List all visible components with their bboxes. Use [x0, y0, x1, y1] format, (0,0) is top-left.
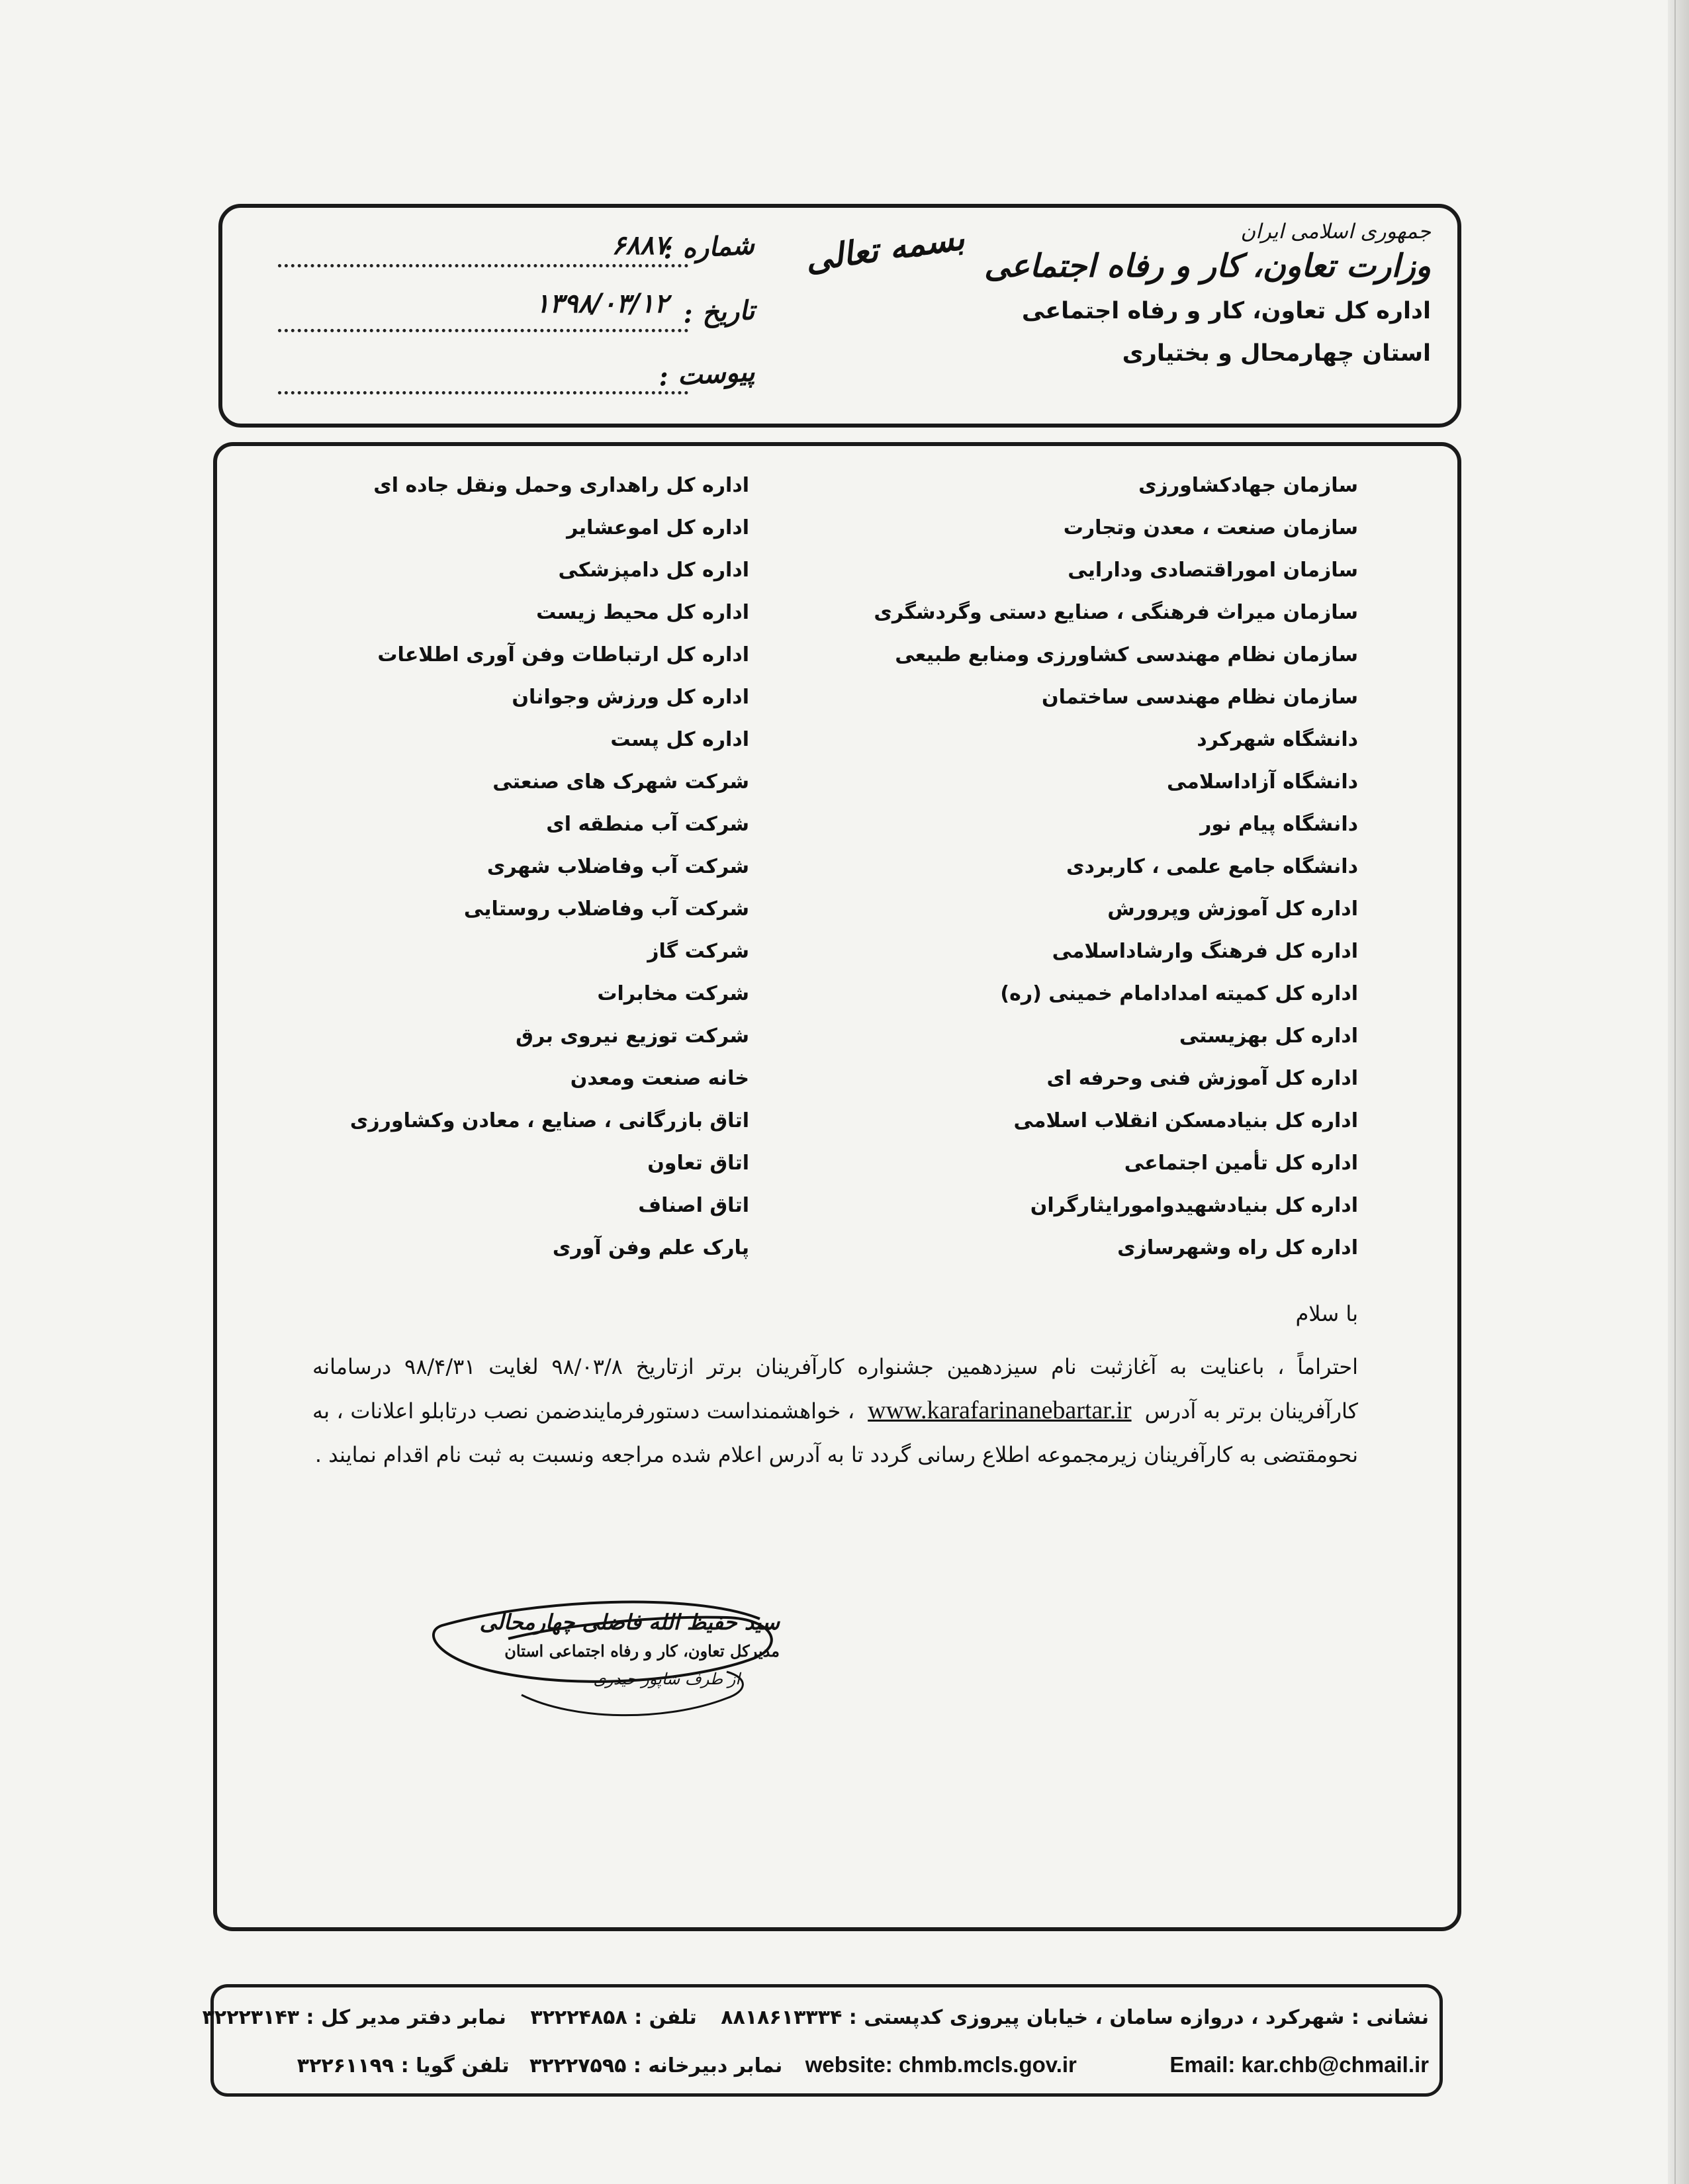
- recipient-item: اداره کل کمیته امدادامام خمینی (ره): [1000, 982, 1358, 1005]
- dotted-line: [278, 264, 688, 267]
- recipient-item: اداره کل پست: [610, 728, 749, 751]
- recipient-item: دانشگاه آزاداسلامی: [1166, 770, 1358, 794]
- recipient-item: خانه صنعت ومعدن: [570, 1067, 749, 1090]
- recipient-item: اتاق اصناف: [638, 1194, 749, 1217]
- recipient-item: اداره کل اموعشایر: [567, 516, 749, 539]
- recipient-item: اداره کل راهداری وحمل ونقل جاده ای: [373, 474, 749, 497]
- recipient-item: سازمان صنعت ، معدن وتجارت: [1063, 516, 1358, 539]
- dotted-line: [278, 391, 688, 394]
- recipient-item: شرکت مخابرات: [597, 982, 749, 1005]
- body-text-part2: ، خواهشمنداست دستورفرمایندضمن نصب درتابلو اعلانات ، به نحومقتضی به کارآفرینان زیرمجموعه اطلاع رسانی گردد تا به آدرس اعلام شده مراجعه ونسبت به ثبت نام اقدام نمایند .: [312, 1398, 1358, 1467]
- footer-box: [202, 1984, 1443, 2097]
- recipient-item: شرکت آب منطقه ای: [546, 813, 749, 836]
- recipient-item: اداره کل آموزش فنی وحرفه ای: [1046, 1067, 1358, 1090]
- recipient-item: اداره کل بنیادشهیدوامورایثارگران: [1030, 1194, 1358, 1217]
- recipient-item: شرکت توزیع نیروی برق: [516, 1024, 749, 1048]
- footer-phone: تلفن : ۳۲۲۲۴۸۵۸: [530, 2006, 697, 2029]
- republic-title: جمهوری اسلامی ایران: [1240, 220, 1431, 244]
- recipients-left-column: [350, 465, 749, 1269]
- recipient-item: اداره کل آموزش وپرورش: [1107, 897, 1358, 921]
- footer-email-link[interactable]: Email: kar.chb@chmail.ir: [1169, 2052, 1429, 2077]
- signature-block: [435, 1610, 780, 1688]
- recipient-item: سازمان جهادکشاورزی: [1138, 474, 1358, 497]
- letter-date-value: ۱۳۹۸/۰۳/۱۲: [535, 289, 668, 319]
- signer-name: سید حفیظ الله فاضلی چهارمحالی: [479, 1610, 780, 1635]
- recipient-item: سازمان نظام مهندسی کشاورزی ومنابع طبیعی: [895, 643, 1358, 666]
- footer-secretariat-fax: نمابر دبیرخانه : ۳۲۲۲۷۵۹۵: [529, 2054, 783, 2077]
- recipient-item: اداره کل دامپزشکی: [558, 559, 749, 582]
- recipient-item: پارک علم وفن آوری: [552, 1236, 749, 1259]
- registration-url-link[interactable]: www.karafarinanebartar.ir: [868, 1396, 1132, 1424]
- province-title: استان چهارمحال و بختیاری: [1122, 340, 1431, 367]
- letter-number-value: ۶۸۸۷: [612, 230, 668, 261]
- recipients-right-column: [874, 465, 1358, 1269]
- footer-director-fax: نمابر دفتر مدیر کل : ۳۲۲۲۳۱۴۳: [202, 2006, 506, 2029]
- footer-contact-line-1: [202, 2006, 1429, 2029]
- footer-contact-line-2: [224, 2052, 1429, 2077]
- recipient-item: سازمان میراث فرهنگی ، صنایع دستی وگردشگری: [874, 601, 1358, 624]
- bismillah-heading: بسمه تعالی: [803, 218, 967, 279]
- recipient-item: اداره کل بهزیستی: [1179, 1024, 1358, 1048]
- recipient-item: شرکت آب وفاضلاب روستایی: [463, 897, 749, 921]
- recipient-item: دانشگاه پیام نور: [1200, 813, 1358, 836]
- signed-on-behalf: از طرف شاپور حیدری: [593, 1670, 740, 1688]
- recipient-item: شرکت شهرک های صنعتی: [492, 770, 749, 794]
- recipient-item: اداره کل بنیادمسکن انقلاب اسلامی: [1013, 1109, 1358, 1132]
- recipient-item: اداره کل ورزش وجوانان: [512, 686, 749, 709]
- recipient-item: سازمان نظام مهندسی ساختمان: [1042, 686, 1358, 709]
- recipient-item: اداره کل فرهنگ وارشاداسلامی: [1052, 940, 1358, 963]
- attachment-label: پیوست :: [657, 356, 756, 392]
- greeting: با سلام: [1295, 1301, 1358, 1326]
- department-title: اداره کل تعاون، کار و رفاه اجتماعی: [1021, 298, 1431, 324]
- ministry-title: وزارت تعاون، کار و رفاه اجتماعی: [984, 248, 1431, 285]
- footer-website-link[interactable]: website: chmb.mcls.gov.ir: [805, 2052, 1077, 2077]
- recipient-item: اتاق بازرگانی ، صنایع ، معادن وکشاورزی: [349, 1109, 749, 1132]
- recipient-item: اتاق تعاون: [647, 1152, 749, 1175]
- recipient-item: اداره کل محیط زیست: [536, 601, 749, 624]
- attachment-row: [278, 356, 756, 405]
- signer-title: مدیرکل تعاون، کار و رفاه اجتماعی استان: [504, 1641, 780, 1661]
- letter-body-paragraph: [312, 1345, 1358, 1477]
- scan-edge: [1668, 0, 1689, 2184]
- dotted-line: [278, 329, 688, 332]
- letter-body-box: [213, 442, 1461, 1931]
- recipient-item: اداره کل ارتباطات وفن آوری اطلاعات: [377, 643, 749, 666]
- scan-edge-line: [1674, 0, 1676, 2184]
- letter-number-label: شماره :: [662, 229, 756, 265]
- letter-date-label: تاریخ :: [682, 295, 756, 330]
- recipient-item: دانشگاه شهرکرد: [1197, 728, 1358, 751]
- body-text-part1: احتراماً ، باعنایت به آغازثبت نام سیزدهمین جشنواره کارآفرینان برتر ازتاریخ ۹۸/۰۳/۸ لغایت ۹۸/۴/۳۱ درسامانه کارآفرینان برتر به آدرس: [312, 1354, 1359, 1424]
- footer-voice-phone: تلفن گویا : ۳۲۲۶۱۱۹۹: [297, 2054, 510, 2077]
- letterhead-titles: [984, 220, 1431, 367]
- recipient-item: اداره کل راه وشهرسازی: [1117, 1236, 1358, 1259]
- recipient-item: شرکت آب وفاضلاب شهری: [486, 855, 749, 878]
- recipient-item: دانشگاه جامع علمی ، کاربردی: [1066, 855, 1358, 878]
- letter-date-row: [278, 289, 756, 343]
- footer-address: نشانی : شهرکرد ، دروازه سامان ، خیابان پیروزی کدپستی : ۸۸۱۸۶۱۳۳۳۴: [721, 2006, 1429, 2029]
- letterhead-box: [218, 204, 1461, 428]
- letter-number-row: [278, 229, 756, 278]
- recipient-item: شرکت گاز: [647, 940, 749, 963]
- recipient-item: اداره کل تأمین اجتماعی: [1124, 1152, 1358, 1175]
- recipient-item: سازمان اموراقتصادی ودارایی: [1068, 559, 1358, 582]
